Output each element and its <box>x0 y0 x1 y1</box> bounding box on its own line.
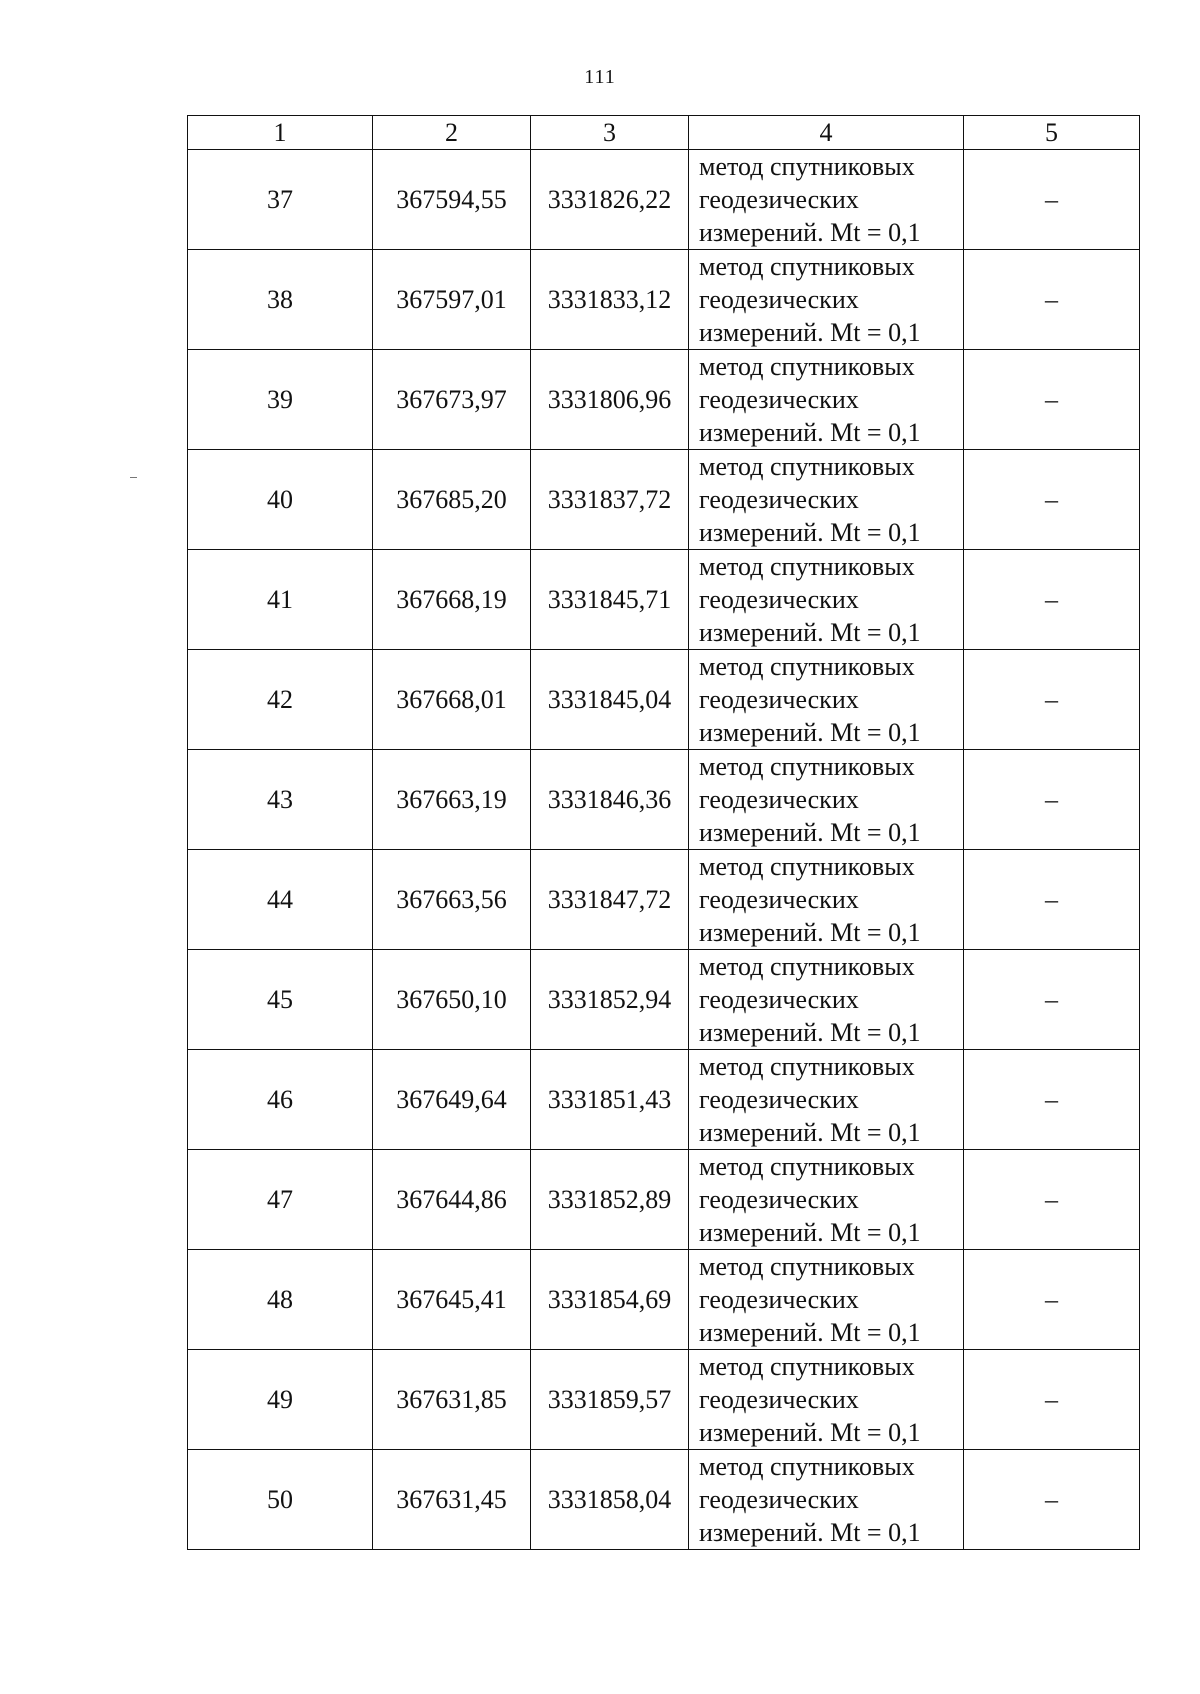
point-number-cell: 39 <box>188 350 373 450</box>
method-line: геодезических <box>699 385 859 414</box>
table-row <box>188 1150 1140 1250</box>
method-line: геодезических <box>699 1085 859 1114</box>
method-line: метод спутниковых <box>699 1452 915 1481</box>
method-line: геодезических <box>699 685 859 714</box>
method-cell <box>689 250 964 350</box>
note-cell: – <box>964 1050 1140 1150</box>
coordinate-x-cell: 367668,19 <box>373 550 531 650</box>
method-line: геодезических <box>699 1285 859 1314</box>
table-row <box>188 550 1140 650</box>
method-line: метод спутниковых <box>699 1052 915 1081</box>
note-cell: – <box>964 950 1140 1050</box>
coordinate-y-cell: 3331806,96 <box>531 350 689 450</box>
method-line: геодезических <box>699 485 859 514</box>
method-cell <box>689 750 964 850</box>
table-row <box>188 850 1140 950</box>
note-cell: – <box>964 850 1140 950</box>
coordinate-y-cell: 3331852,94 <box>531 950 689 1050</box>
method-line: метод спутниковых <box>699 552 915 581</box>
note-cell: – <box>964 450 1140 550</box>
method-line: геодезических <box>699 1185 859 1214</box>
method-line: геодезических <box>699 585 859 614</box>
method-line: измерений. Mt = 0,1 <box>699 718 921 747</box>
method-line: геодезических <box>699 285 859 314</box>
point-number-cell: 45 <box>188 950 373 1050</box>
method-line: геодезических <box>699 1385 859 1414</box>
method-line: измерений. Mt = 0,1 <box>699 1218 921 1247</box>
method-line: метод спутниковых <box>699 1152 915 1181</box>
coordinate-x-cell: 367663,19 <box>373 750 531 850</box>
coordinate-x-cell: 367594,55 <box>373 150 531 250</box>
method-line: геодезических <box>699 985 859 1014</box>
point-number-cell: 44 <box>188 850 373 950</box>
table-row <box>188 1450 1140 1550</box>
method-line: измерений. Mt = 0,1 <box>699 318 921 347</box>
coordinate-x-cell: 367631,45 <box>373 1450 531 1550</box>
method-line: метод спутниковых <box>699 152 915 181</box>
point-number-cell: 47 <box>188 1150 373 1250</box>
point-number-cell: 48 <box>188 1250 373 1350</box>
method-cell <box>689 350 964 450</box>
method-line: метод спутниковых <box>699 752 915 781</box>
table-header-row <box>188 116 1140 150</box>
table-body <box>188 150 1140 1550</box>
method-cell <box>689 1450 964 1550</box>
method-line: метод спутниковых <box>699 952 915 981</box>
method-cell <box>689 950 964 1050</box>
coordinate-y-cell: 3331826,22 <box>531 150 689 250</box>
table-row <box>188 750 1140 850</box>
table-row <box>188 450 1140 550</box>
point-number-cell: 37 <box>188 150 373 250</box>
method-line: метод спутниковых <box>699 252 915 281</box>
method-line: метод спутниковых <box>699 1252 915 1281</box>
point-number-cell: 46 <box>188 1050 373 1150</box>
coordinate-y-cell: 3331845,71 <box>531 550 689 650</box>
method-cell <box>689 1250 964 1350</box>
point-number-cell: 41 <box>188 550 373 650</box>
method-line: измерений. Mt = 0,1 <box>699 418 921 447</box>
table-row <box>188 950 1140 1050</box>
table-row <box>188 350 1140 450</box>
note-cell: – <box>964 1250 1140 1350</box>
method-cell <box>689 650 964 750</box>
method-cell <box>689 550 964 650</box>
method-line: геодезических <box>699 185 859 214</box>
note-cell: – <box>964 1150 1140 1250</box>
coordinate-x-cell: 367645,41 <box>373 1250 531 1350</box>
method-line: геодезических <box>699 785 859 814</box>
method-line: измерений. Mt = 0,1 <box>699 518 921 547</box>
method-line: геодезических <box>699 885 859 914</box>
table-row <box>188 1350 1140 1450</box>
point-number-cell: 50 <box>188 1450 373 1550</box>
method-line: измерений. Mt = 0,1 <box>699 918 921 947</box>
coordinate-y-cell: 3331854,69 <box>531 1250 689 1350</box>
column-header-1: 1 <box>188 116 373 150</box>
coordinate-x-cell: 367685,20 <box>373 450 531 550</box>
table-row <box>188 1050 1140 1150</box>
point-number-cell: 43 <box>188 750 373 850</box>
point-number-cell: 38 <box>188 250 373 350</box>
note-cell: – <box>964 550 1140 650</box>
method-line: метод спутниковых <box>699 452 915 481</box>
point-number-cell: 40 <box>188 450 373 550</box>
method-line: измерений. Mt = 0,1 <box>699 1018 921 1047</box>
method-line: измерений. Mt = 0,1 <box>699 818 921 847</box>
coordinate-x-cell: 367663,56 <box>373 850 531 950</box>
method-line: метод спутниковых <box>699 852 915 881</box>
point-number-cell: 42 <box>188 650 373 750</box>
column-header-4: 4 <box>689 116 964 150</box>
coordinate-x-cell: 367631,85 <box>373 1350 531 1450</box>
column-header-3: 3 <box>531 116 689 150</box>
coordinate-y-cell: 3331852,89 <box>531 1150 689 1250</box>
method-cell <box>689 1350 964 1450</box>
coordinate-x-cell: 367649,64 <box>373 1050 531 1150</box>
coordinate-y-cell: 3331837,72 <box>531 450 689 550</box>
coordinate-y-cell: 3331833,12 <box>531 250 689 350</box>
note-cell: – <box>964 150 1140 250</box>
method-line: измерений. Mt = 0,1 <box>699 1318 921 1347</box>
method-line: геодезических <box>699 1485 859 1514</box>
note-cell: – <box>964 750 1140 850</box>
note-cell: – <box>964 350 1140 450</box>
method-line: измерений. Mt = 0,1 <box>699 1518 921 1547</box>
coordinates-table <box>187 115 1140 1550</box>
page-number: 111 <box>584 66 616 88</box>
method-line: метод спутниковых <box>699 1352 915 1381</box>
note-cell: – <box>964 250 1140 350</box>
coordinate-x-cell: 367650,10 <box>373 950 531 1050</box>
method-cell <box>689 150 964 250</box>
coordinate-x-cell: 367668,01 <box>373 650 531 750</box>
method-line: метод спутниковых <box>699 352 915 381</box>
coordinate-y-cell: 3331845,04 <box>531 650 689 750</box>
column-header-5: 5 <box>964 116 1140 150</box>
method-cell <box>689 450 964 550</box>
coordinate-x-cell: 367673,97 <box>373 350 531 450</box>
table-row <box>188 250 1140 350</box>
coordinate-y-cell: 3331851,43 <box>531 1050 689 1150</box>
table-row <box>188 1250 1140 1350</box>
coordinate-y-cell: 3331846,36 <box>531 750 689 850</box>
coordinate-y-cell: 3331859,57 <box>531 1350 689 1450</box>
point-number-cell: 49 <box>188 1350 373 1450</box>
coordinate-y-cell: 3331858,04 <box>531 1450 689 1550</box>
scan-artifact-mark <box>130 477 137 478</box>
method-line: измерений. Mt = 0,1 <box>699 618 921 647</box>
note-cell: – <box>964 1350 1140 1450</box>
note-cell: – <box>964 650 1140 750</box>
method-cell <box>689 850 964 950</box>
method-line: измерений. Mt = 0,1 <box>699 1418 921 1447</box>
method-line: метод спутниковых <box>699 652 915 681</box>
coordinate-y-cell: 3331847,72 <box>531 850 689 950</box>
note-cell: – <box>964 1450 1140 1550</box>
method-line: измерений. Mt = 0,1 <box>699 1118 921 1147</box>
column-header-2: 2 <box>373 116 531 150</box>
coordinate-x-cell: 367597,01 <box>373 250 531 350</box>
method-cell <box>689 1150 964 1250</box>
coordinate-x-cell: 367644,86 <box>373 1150 531 1250</box>
table-row <box>188 150 1140 250</box>
method-cell <box>689 1050 964 1150</box>
table-row <box>188 650 1140 750</box>
method-line: измерений. Mt = 0,1 <box>699 218 921 247</box>
